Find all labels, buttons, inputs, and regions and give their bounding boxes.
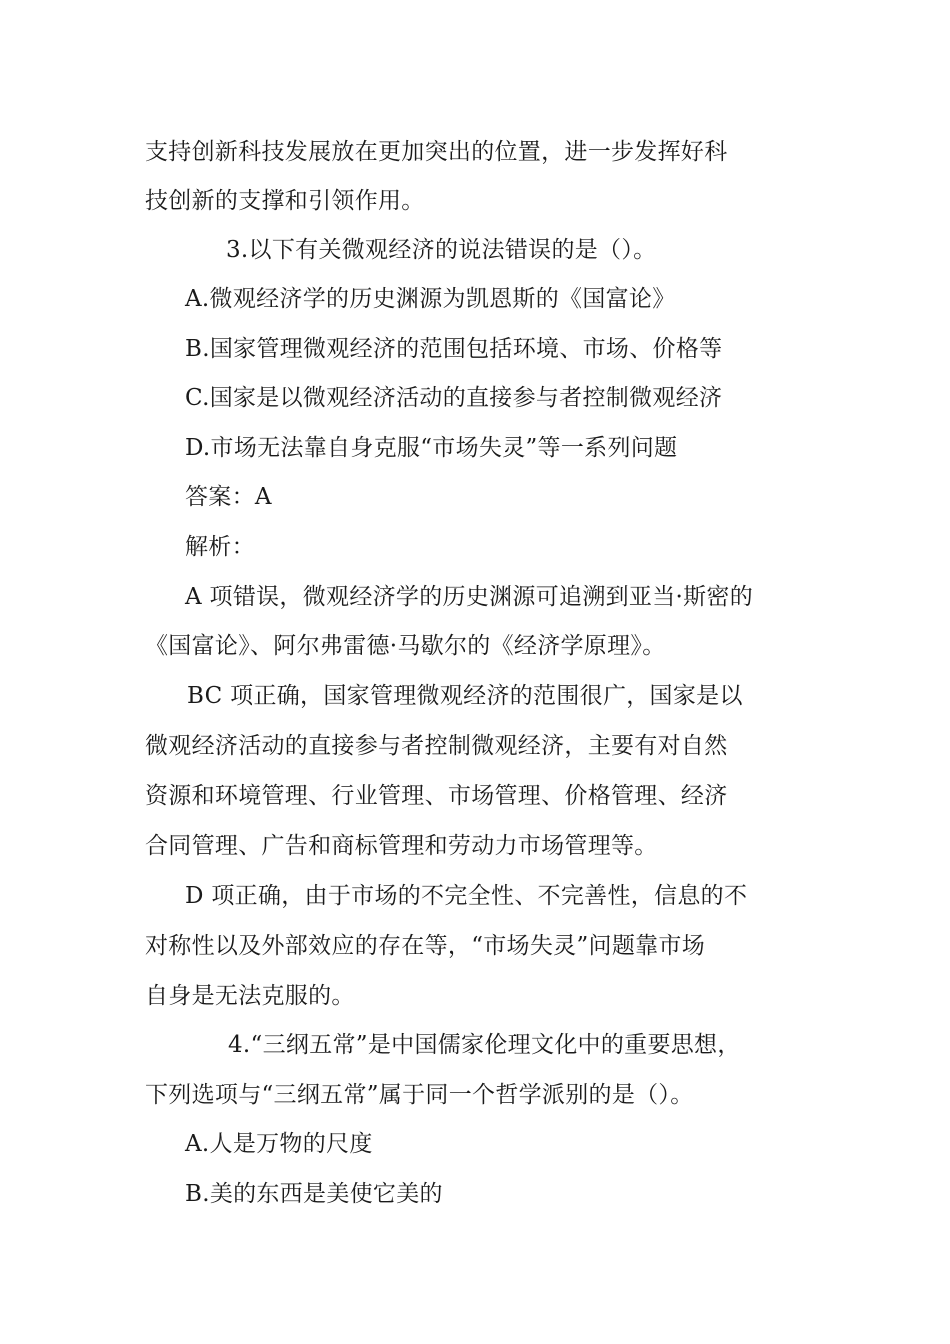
question-3-title: 3.以下有关微观经济的说法错误的是（）。 — [226, 237, 657, 263]
analysis-heading: 解析： — [185, 534, 255, 560]
question-3-option-d: D.市场无法靠自身克服“市场失灵”等一系列问题 — [185, 435, 678, 461]
question-3-answer: 答案：A — [185, 484, 272, 510]
question-4-option-a: A.人是万物的尺度 — [185, 1131, 373, 1157]
analysis-line: 合同管理、广告和商标管理和劳动力市场管理等。 — [145, 833, 658, 859]
analysis-line: A 项错误，微观经济学的历史渊源可追溯到亚当·斯密的 — [185, 584, 754, 610]
analysis-line: D 项正确，由于市场的不完全性、不完善性，信息的不 — [185, 883, 748, 909]
analysis-line: 微观经济活动的直接参与者控制微观经济，主要有对自然 — [145, 733, 728, 759]
question-4-option-b: B.美的东西是美使它美的 — [185, 1181, 443, 1207]
analysis-line: 《国富论》、阿尔弗雷德·马歇尔的《经济学原理》。 — [145, 633, 666, 659]
analysis-line: 资源和环境管理、行业管理、市场管理、价格管理、经济 — [145, 783, 728, 809]
analysis-line: BC 项正确，国家管理微观经济的范围很广，国家是以 — [187, 683, 743, 709]
question-3-option-b: B.国家管理微观经济的范围包括环境、市场、价格等 — [185, 336, 723, 362]
analysis-line: 自身是无法克服的。 — [145, 983, 355, 1009]
question-3-option-c: C.国家是以微观经济活动的直接参与者控制微观经济 — [185, 385, 723, 411]
question-4-title: 4.“三纲五常”是中国儒家伦理文化中的重要思想， — [228, 1032, 741, 1058]
paragraph-line: 技创新的支撑和引领作用。 — [145, 188, 425, 214]
paragraph-line: 支持创新科技发展放在更加突出的位置，进一步发挥好科 — [145, 139, 728, 165]
question-3-option-a: A.微观经济学的历史渊源为凯恩斯的《国富论》 — [185, 286, 676, 312]
question-4-title-cont: 下列选项与“三纲五常”属于同一个哲学派别的是（）。 — [145, 1082, 694, 1108]
analysis-line: 对称性以及外部效应的存在等，“市场失灵”问题靠市场 — [145, 933, 706, 959]
